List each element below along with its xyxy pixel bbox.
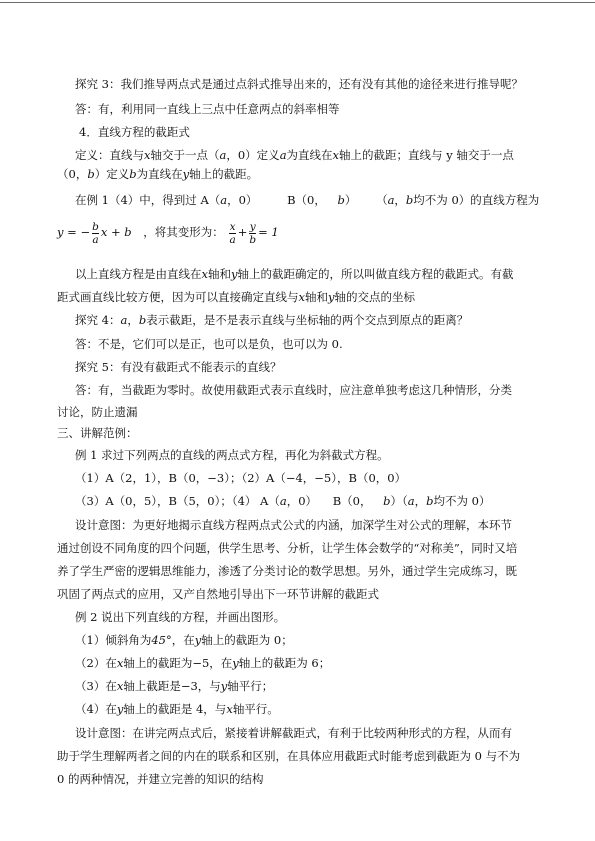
inquiry-5-question: 探究 5：有没有截距式不能表示的直线？ xyxy=(75,360,282,374)
inquiry-3-question: 探究 3：我们推导两点式是通过点斜式推导出来的，还有没有其他的途径来进行推导呢？ xyxy=(75,77,523,91)
slope-intercept-equation: y = − $\frac{b}{a}$ x + b xyxy=(57,220,132,246)
equation-line: y = − $\frac{b}{a}$ x + b ，将其变形为： $\frac{x}{a}$ + $\frac{y}{b}$ = 1 xyxy=(57,220,279,246)
inquiry-3-answer: 答：有，利用同一直线上三点中任意两点的斜率相等 xyxy=(75,102,340,116)
intercept-form-equation: $\frac{x}{a}$ + $\frac{y}{b}$ = 1 xyxy=(229,220,279,246)
design-intent-2-line-1: 设计意图：在讲完两点式后，紧接着讲解截距式，有利于比较两种形式的方程，从而有 xyxy=(75,726,512,740)
design-intent-2-line-2: 助于学生理解两者之间的内在的联系和区别，在具体应用截距式时能考虑到截距为 0 与不为 xyxy=(57,749,521,763)
definition-line-1: 定义：直线与x轴交于一点（a，0）定义a为直线在x轴上的截距；直线与 y 轴交于一点 xyxy=(75,148,514,162)
design-intent-1-line-4: 巩固了两点式的应用，又产自然地引导出下一环节讲解的截距式 xyxy=(57,587,379,601)
design-intent-2-line-3: 0 的两种情况，并建立完善的知识的结构 xyxy=(57,772,264,786)
design-intent-1-line-1: 设计意图：为更好地揭示直线方程两点式公式的内涵，加深学生对公式的理解，本环节 xyxy=(75,518,512,532)
design-intent-1-line-3: 养了学生严密的逻辑思维能力，渗透了分类讨论的数学思想。另外，通过学生完成练习，既 xyxy=(57,564,517,578)
example-reference-line: 在例 1（4）中，得到过 A（a，0） B（0， b） （a，b均不为 0）的直线方程为 xyxy=(75,193,540,207)
example-1-parts-3-4: （3）A（0，5），B（5，0）；（4） A（a，0） B（0， b）（a，b均不为 0） xyxy=(75,494,491,508)
example-1-statement: 例 1 求过下列两点的直线的两点式方程，再化为斜截式方程。 xyxy=(75,448,389,462)
example-2-item-2: （2）在x轴上的截距为−5，在y轴上的截距为 6； xyxy=(75,656,331,670)
section-heading-examples: 三、讲解范例： xyxy=(57,426,138,440)
example-1-parts-1-2: （1）A（2，1），B（0，−3）；（2）A（−4，−5），B（0，0） xyxy=(75,471,407,485)
example-2-statement: 例 2 说出下列直线的方程，并画出图形。 xyxy=(75,610,286,624)
intercept-explanation-1: 以上直线方程是由直线在x轴和y轴上的截距确定的，所以叫做直线方程的截距式。有截 xyxy=(75,267,514,281)
example-2-item-3: （3）在x轴上截距是−3，与y轴平行； xyxy=(75,679,274,693)
section-heading-intercept-form: 4．直线方程的截距式 xyxy=(79,125,190,139)
inquiry-4-question: 探究 4：a，b表示截距，是不是表示直线与坐标轴的两个交点到原点的距离？ xyxy=(75,313,469,327)
inquiry-5-answer-2: 讨论，防止遗漏 xyxy=(57,405,138,419)
intercept-explanation-2: 距式画直线比较方便，因为可以直接确定直线与x轴和y轴的交点的坐标 xyxy=(57,290,415,304)
inquiry-4-answer: 答：不是，它们可以是正，也可以是负，也可以为 0. xyxy=(75,337,343,351)
design-intent-1-line-2: 通过创设不同角度的四个问题，供学生思考、分析，让学生体会数学的“对称美”，同时又培 xyxy=(57,541,518,555)
header-rule xyxy=(0,2,595,3)
example-2-item-1: （1）倾斜角为45°，在y轴上的截距为 0； xyxy=(75,633,293,647)
example-2-item-4: （4）在y轴上的截距是 4，与x轴平行。 xyxy=(75,702,279,716)
inquiry-5-answer-1: 答：有，当截距为零时。故使用截距式表示直线时，应注意单独考虑这几种情形，分类 xyxy=(75,383,512,397)
definition-line-2: （0，b）定义b为直线在y轴上的截距。 xyxy=(57,167,259,181)
